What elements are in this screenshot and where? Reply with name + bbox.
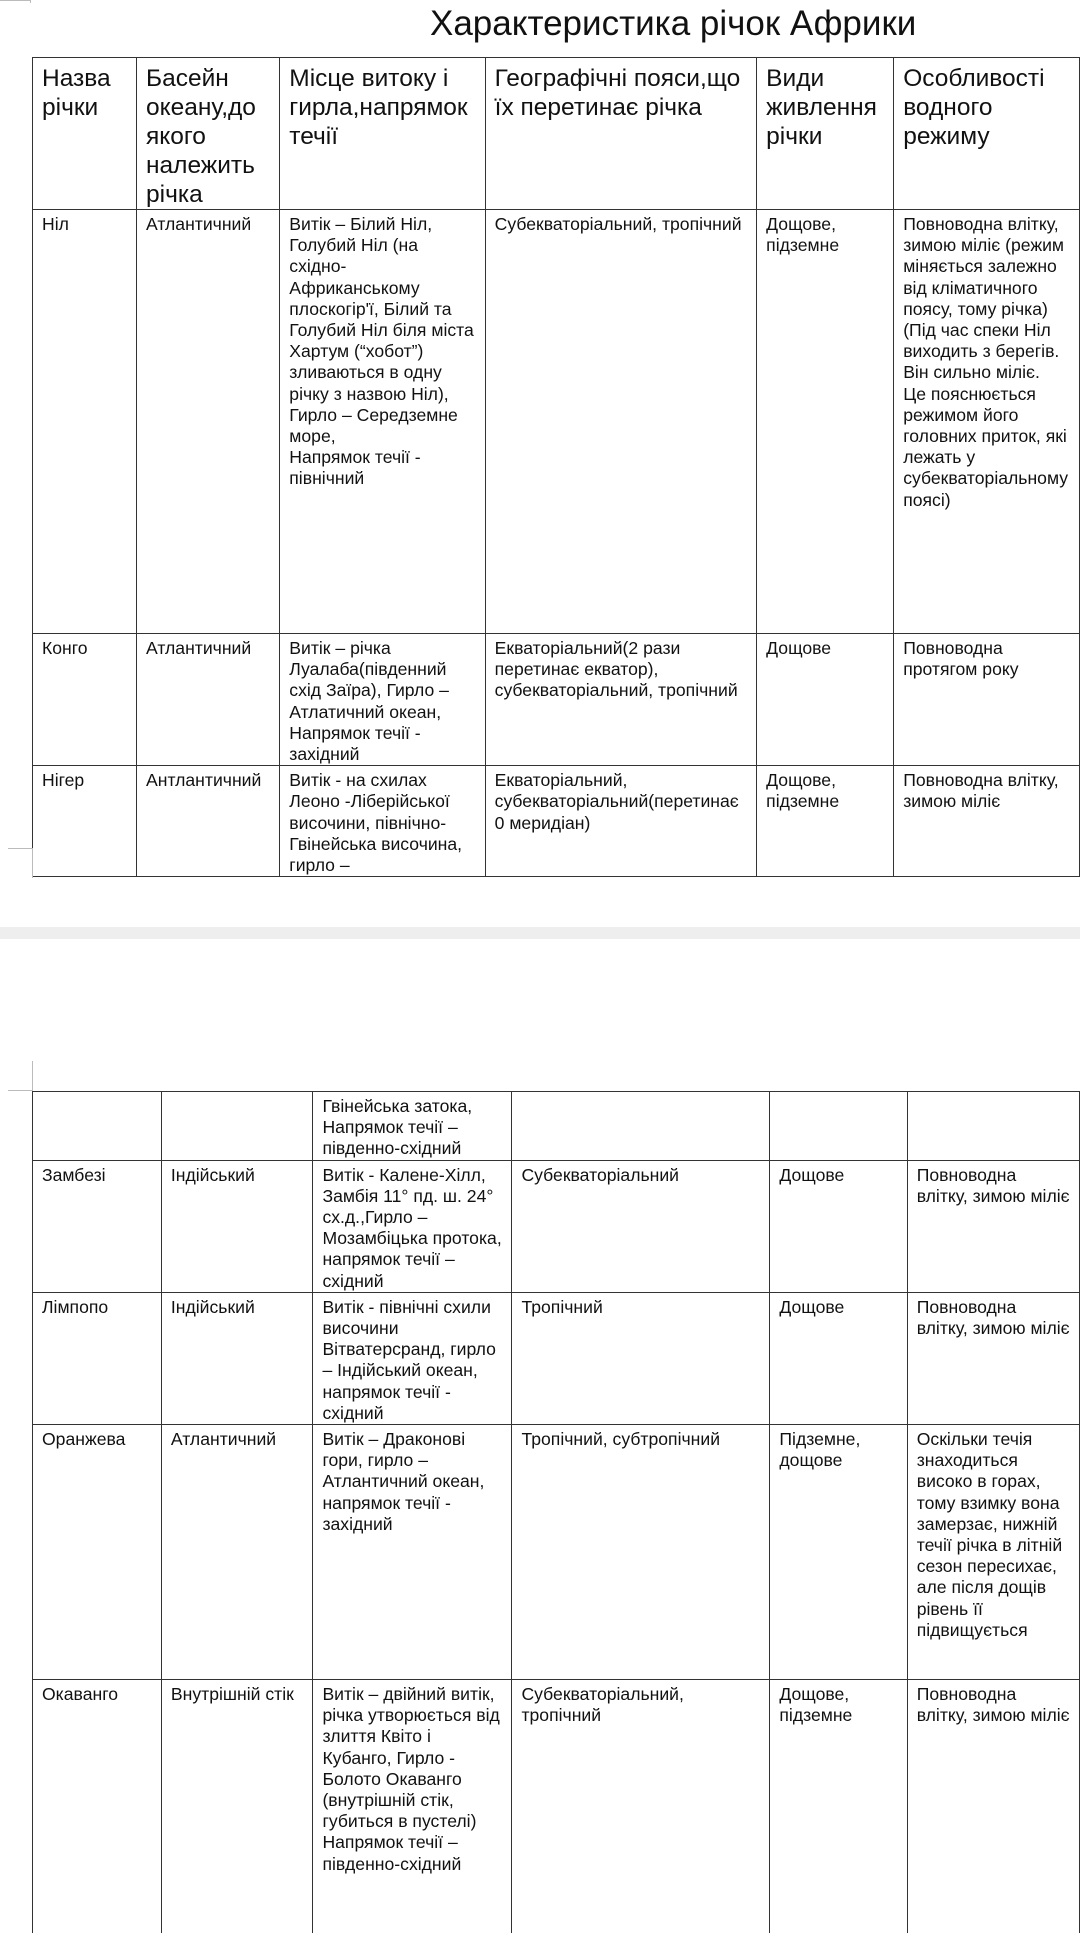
- cell-regime: Повноводна влітку, зимою міліє: [907, 1292, 1079, 1424]
- cell-feeding: Дощове: [757, 634, 894, 766]
- cell-name: Нігер: [33, 766, 137, 877]
- table-row: [33, 766, 1080, 877]
- cell-name: Окаванго: [33, 1680, 162, 1933]
- cell-basin: [161, 1092, 313, 1161]
- cell-source: Витік – двійний витік, річка утворюється від злиття Квіто і Кубанго, Гирло - Болото Окаванго (внутрішній стік, губиться в пустелі) Напрямок течії – південно-східний: [313, 1680, 512, 1933]
- margin-mark: [8, 1090, 32, 1091]
- cell-feeding: Дощове, підземне: [757, 766, 894, 877]
- table-row: [33, 634, 1080, 766]
- cell-regime: [907, 1092, 1079, 1161]
- cell-regime: Повноводна влітку, зимою міліє (режим міняється залежно від кліматичного поясу, тому річка) (Під час спеки Ніл виходить з берегів. Він сильно мілiє. Це пояснюється режимом його головних приток, які лежать у субекваторіальному поясі): [894, 210, 1080, 634]
- cell-source: Витік - на схилах Леоно -Ліберійської височини, північно-Гвінейська височина, гирло –: [280, 766, 485, 877]
- column-header-belts: Географічні пояси,що їх перетинає річка: [485, 58, 757, 210]
- cell-basin: Внутрішній стік: [161, 1680, 313, 1933]
- cell-name: Лімпопо: [33, 1292, 162, 1424]
- column-header-basin: Басейн океану,до якого належить річка: [137, 58, 280, 210]
- cell-source: Витік – Білий Ніл, Голубий Ніл (на східно-Африканському плоскогір'ї, Білий та Голубий Ніл біля міста Хартум (“хобот”) зливаються в одну річку з назвою Ніл), Гирло – Середземне море, Напрямок течії - північний: [280, 210, 485, 634]
- table-header-row: [33, 58, 1080, 210]
- cell-regime: Повноводна влітку, зимою міліє: [907, 1680, 1079, 1933]
- cell-name: Замбезі: [33, 1160, 162, 1292]
- cell-name: Оранжева: [33, 1425, 162, 1680]
- cell-feeding: Дощове, підземне: [770, 1680, 907, 1933]
- table-row: [33, 1160, 1080, 1292]
- rivers-table-continued: [32, 1091, 1080, 1933]
- cell-name: [33, 1092, 162, 1161]
- cell-source: Витік - північні схили височини Вітватерсранд, гирло – Індійський океан, напрямок течії - східний: [313, 1292, 512, 1424]
- table-row: [33, 1425, 1080, 1680]
- cell-belts: Субекваторіальний: [512, 1160, 770, 1292]
- rivers-table: [32, 57, 1080, 877]
- cell-regime: Повноводна влітку, зимою міліє: [894, 766, 1080, 877]
- cell-source: Витік – Драконові гори, гирло – Атлантичний океан, напрямок течії - західний: [313, 1425, 512, 1680]
- cell-basin: Атлантичний: [137, 634, 280, 766]
- cell-source: Витік – річка Луалаба(південний схід Заїра), Гирло – Атлатичний океан, Напрямок течії - західний: [280, 634, 485, 766]
- cell-belts: Тропічний: [512, 1292, 770, 1424]
- cell-belts: Екваторіальний, субекваторіальний(перетинає 0 меридіан): [485, 766, 757, 877]
- cell-name: Ніл: [33, 210, 137, 634]
- margin-mark: [8, 848, 32, 849]
- cell-basin: Антлантичний: [137, 766, 280, 877]
- table-row: [33, 210, 1080, 634]
- cell-feeding: Дощове, підземне: [757, 210, 894, 634]
- cell-belts: [512, 1092, 770, 1161]
- document-page-1: [0, 0, 1080, 927]
- cell-basin: Атлантичний: [137, 210, 280, 634]
- cell-feeding: Дощове: [770, 1292, 907, 1424]
- cell-basin: Індійський: [161, 1292, 313, 1424]
- column-header-regime: Особливості водного режиму: [894, 58, 1080, 210]
- margin-mark: [32, 848, 33, 878]
- cell-feeding: [770, 1092, 907, 1161]
- cell-regime: Оскільки течія знаходиться високо в горах, тому взимку вона замерзає, нижній течії річка в літній сезон пересихає, але після дощів рівень її підвищується: [907, 1425, 1079, 1680]
- cell-basin: Атлантичний: [161, 1425, 313, 1680]
- page-title: Характеристика річок Африки: [430, 4, 917, 43]
- cell-feeding: Дощове: [770, 1160, 907, 1292]
- cell-regime: Повноводна протягом року: [894, 634, 1080, 766]
- cell-source: Витік - Калене-Хілл, Замбія 11° пд. ш. 24° сх.д.,Гирло – Мозамбіцька протока, напрямок течії – східний: [313, 1160, 512, 1292]
- table-row: [33, 1092, 1080, 1161]
- cell-belts: Тропічний, субтропічний: [512, 1425, 770, 1680]
- table-row: [33, 1292, 1080, 1424]
- cell-belts: Субекваторіальний, тропічний: [512, 1680, 770, 1933]
- margin-mark: [0, 0, 30, 1]
- margin-mark: [30, 0, 31, 3]
- cell-regime: Повноводна влітку, зимою міліє: [907, 1160, 1079, 1292]
- table-row: [33, 1680, 1080, 1933]
- column-header-name: Назва річки: [33, 58, 137, 210]
- document-page-2: [0, 939, 1080, 1933]
- page-separator: [0, 927, 1080, 939]
- cell-belts: Субекваторіальний, тропічний: [485, 210, 757, 634]
- cell-belts: Екваторіальний(2 рази перетинає екватор), субекваторіальний, тропічний: [485, 634, 757, 766]
- cell-feeding: Підземне, дощове: [770, 1425, 907, 1680]
- column-header-source: Місце витоку і гирла,напрямок течії: [280, 58, 485, 210]
- cell-basin: Індійський: [161, 1160, 313, 1292]
- cell-source: Гвінейська затока, Напрямок течії – південно-східний: [313, 1092, 512, 1161]
- margin-mark: [32, 1061, 33, 1091]
- cell-name: Конго: [33, 634, 137, 766]
- column-header-feeding: Види живлення річки: [757, 58, 894, 210]
